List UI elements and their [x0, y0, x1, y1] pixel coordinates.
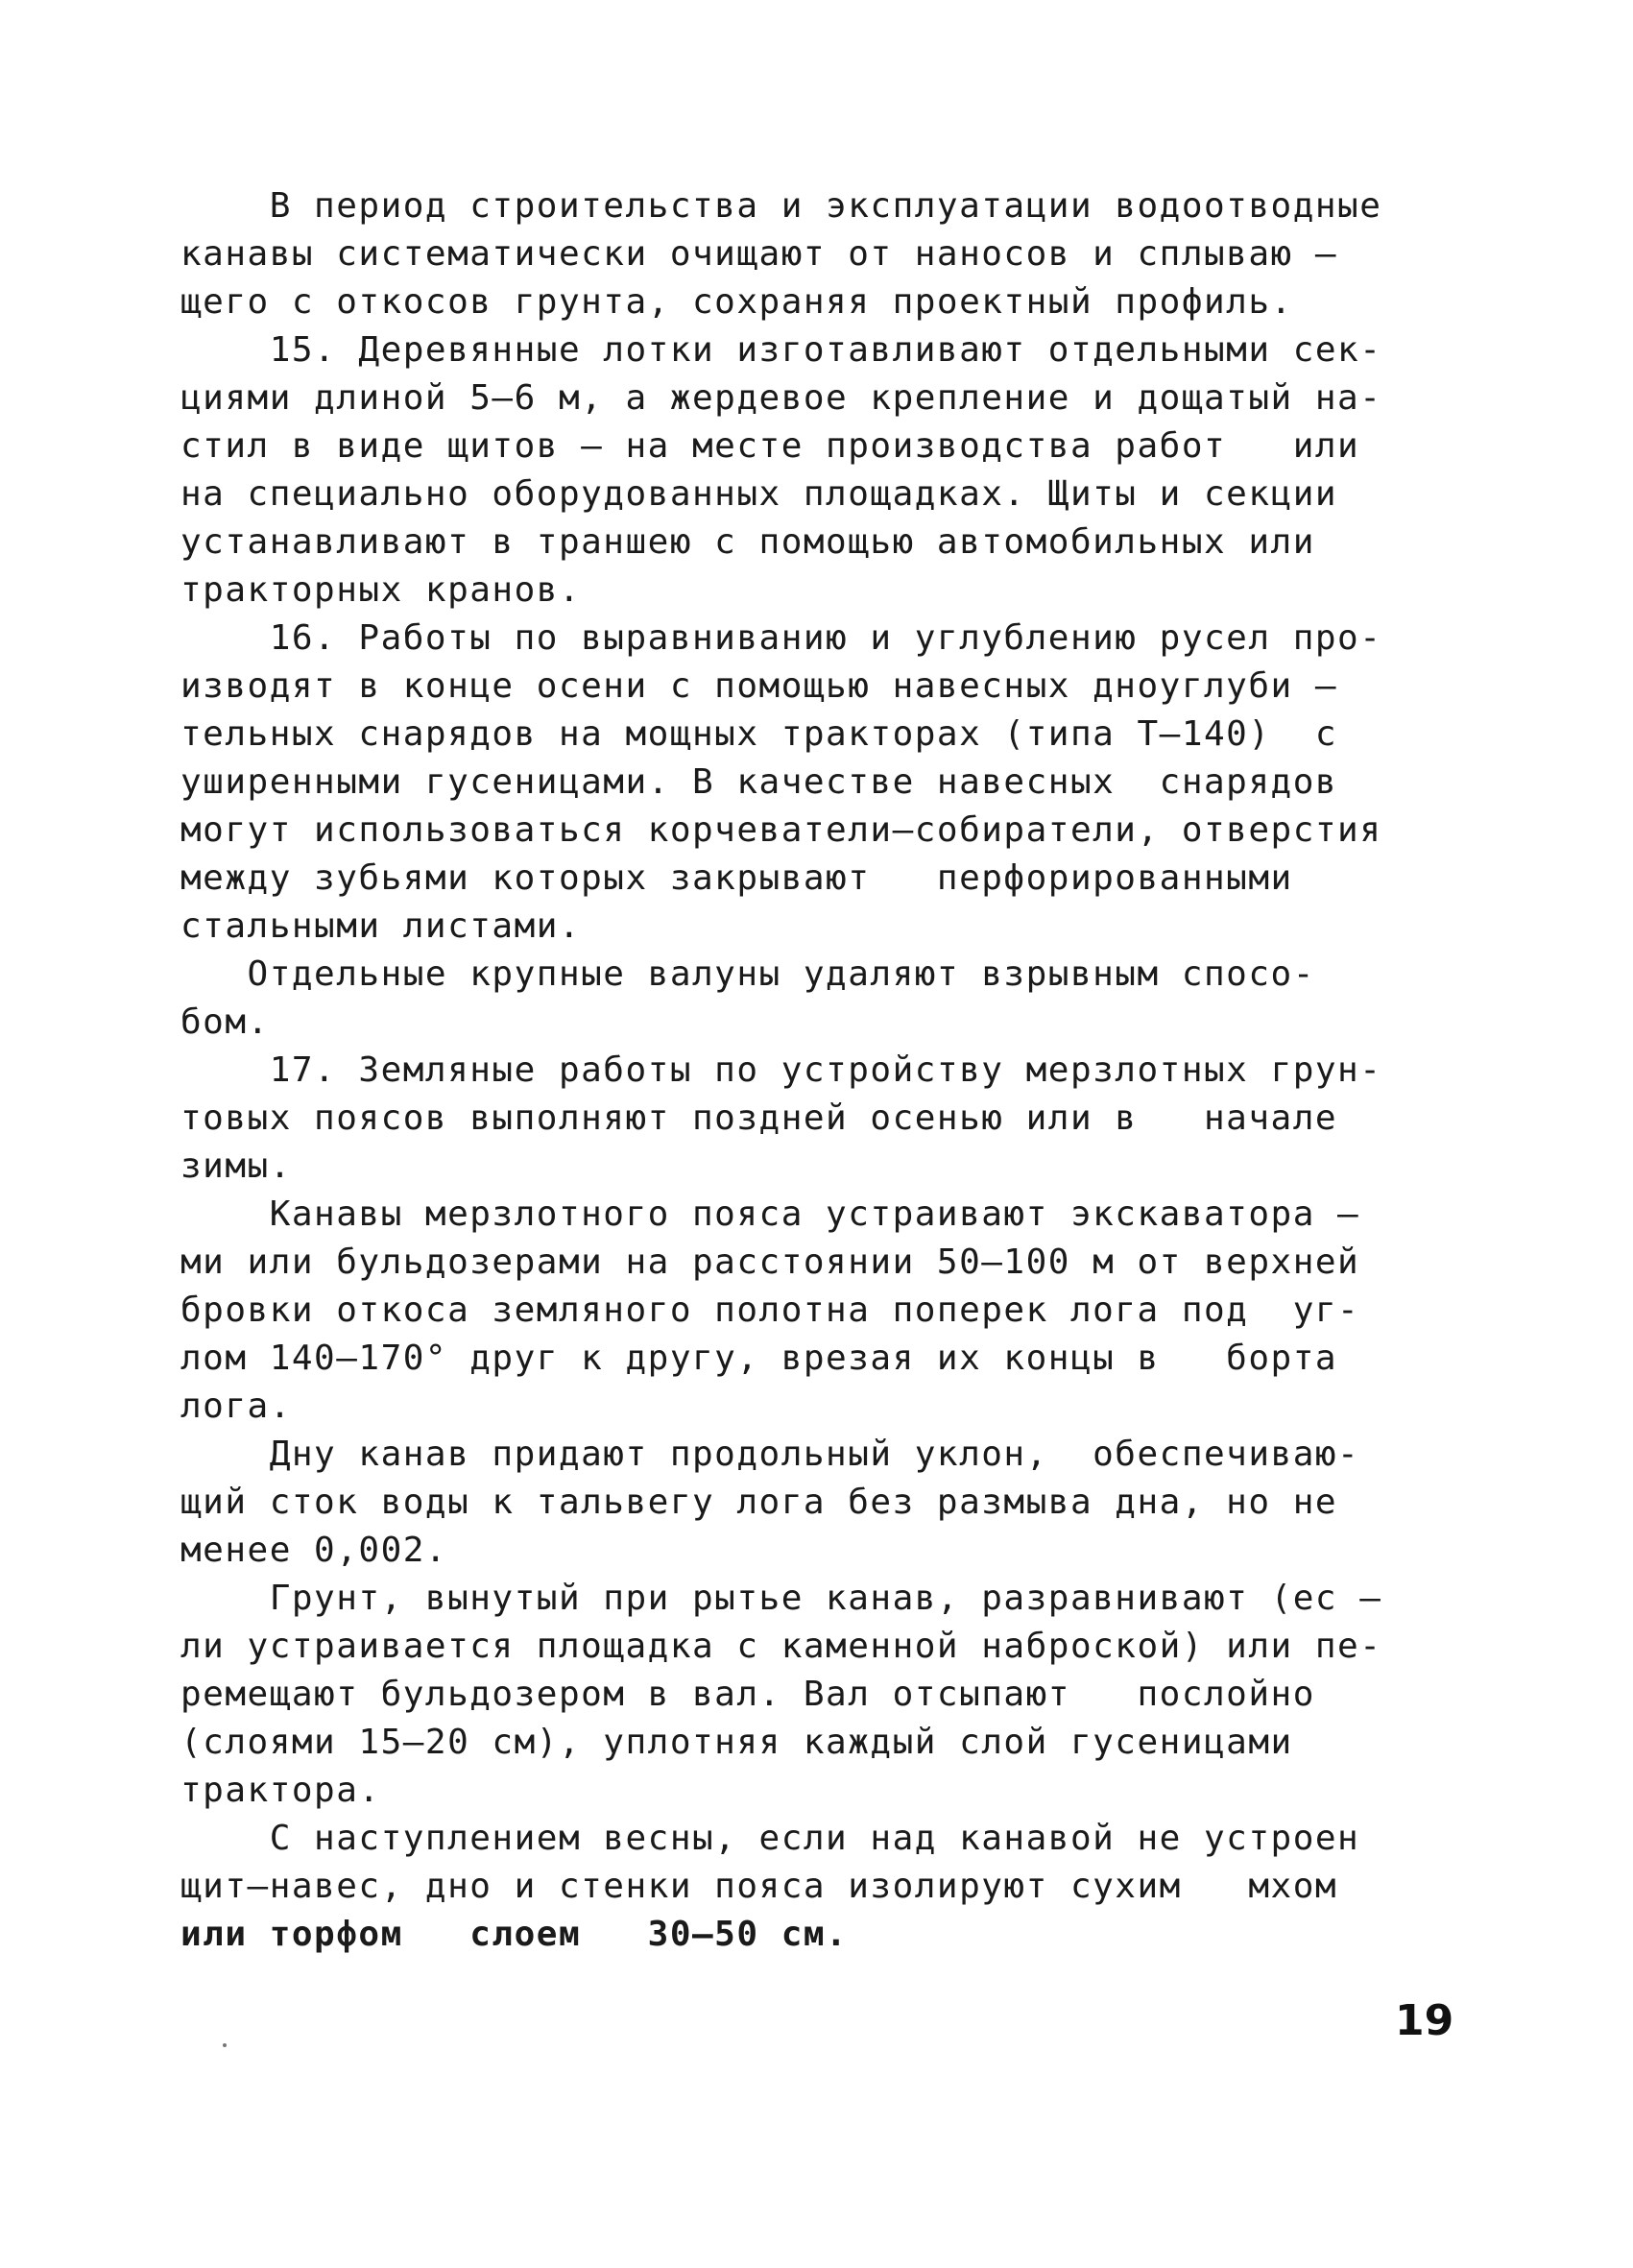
- text-line: Канавы мерзлотного пояса устраивают экскаватора –: [180, 1194, 1360, 1234]
- text-line: товых поясов выполняют поздней осенью или в начале: [180, 1098, 1338, 1138]
- text-line: Дну канав придают продольный уклон, обеспечиваю-: [180, 1435, 1360, 1474]
- text-line: на специально оборудованных площадках. Щиты и секции: [180, 474, 1338, 514]
- paragraph-boulders: [180, 951, 1467, 1047]
- text-line: ремещают бульдозером в вал. Вал отсыпают послойно: [180, 1675, 1315, 1714]
- text-line: щит–навес, дно и стенки пояса изолируют сухим мхом: [180, 1867, 1338, 1906]
- text-line: (слоями 15–20 см), уплотняя каждый слой гусеницами: [180, 1723, 1293, 1762]
- text-line: лога.: [180, 1387, 292, 1426]
- text-line: щий сток воды к тальвегу лога без размыва дна, но не: [180, 1483, 1338, 1522]
- paragraph-frost-belt-ditches: [180, 1191, 1467, 1431]
- text-line: 15. Деревянные лотки изготавливают отдельными сек-: [180, 330, 1382, 370]
- text-line: циями длиной 5–6 м, а жердевое крепление и дощатый на-: [180, 378, 1382, 418]
- page-number: 19: [1395, 1996, 1454, 2045]
- scan-speck: [223, 2043, 227, 2047]
- paragraph-excavated-soil: [180, 1575, 1467, 1815]
- text-line: изводят в конце осени с помощью навесных дноуглуби –: [180, 666, 1338, 706]
- text-line: стальными листами.: [180, 906, 582, 946]
- paragraph-item-17: [180, 1047, 1467, 1191]
- text-line: 17. Земляные работы по устройству мерзлотных грун-: [180, 1050, 1382, 1090]
- paragraph-item-16: [180, 615, 1467, 951]
- text-line: тракторных кранов.: [180, 570, 582, 610]
- text-line: С наступлением весны, если над канавой не устроен: [180, 1819, 1360, 1858]
- text-line: В период строительства и эксплуатации водоотводные: [180, 186, 1382, 226]
- text-line: 16. Работы по выравниванию и углублению русел про-: [180, 618, 1382, 658]
- text-line: уширенными гусеницами. В качестве навесных снарядов: [180, 762, 1338, 802]
- text-line: зимы.: [180, 1146, 292, 1186]
- text-line: между зубьями которых закрывают перфорированными: [180, 858, 1293, 898]
- text-line: щего с откосов грунта, сохраняя проектный профиль.: [180, 282, 1293, 322]
- text-line: бровки откоса земляного полотна поперек лога под уг-: [180, 1291, 1360, 1330]
- paragraph-drainage-maintenance: [180, 182, 1467, 326]
- text-line: ми или бульдозерами на расстоянии 50–100 м от верхней: [180, 1243, 1360, 1282]
- text-line: бом.: [180, 1002, 270, 1042]
- paragraph-ditch-slope: [180, 1431, 1467, 1575]
- text-line: менее 0,002.: [180, 1531, 448, 1570]
- paragraph-spring-insulation: [180, 1815, 1467, 1959]
- text-line: ли устраивается площадка с каменной наброской) или пе-: [180, 1627, 1382, 1666]
- text-line: стил в виде щитов – на месте производства работ или: [180, 426, 1360, 466]
- text-line: могут использоваться корчеватели–собиратели, отверстия: [180, 810, 1382, 850]
- text-line: Отдельные крупные валуны удаляют взрывным спосо-: [180, 954, 1315, 994]
- text-line: лом 140–170° друг к другу, врезая их концы в борта: [180, 1339, 1338, 1378]
- text-line: трактора.: [180, 1771, 381, 1810]
- text-line: канавы систематически очищают от наносов и сплываю –: [180, 234, 1338, 274]
- text-line: тельных снарядов на мощных тракторах (типа Т–140) с: [180, 714, 1338, 754]
- text-line: Грунт, вынутый при рытье канав, разравнивают (ес –: [180, 1579, 1382, 1618]
- text-line: устанавливают в траншею с помощью автомобильных или: [180, 522, 1315, 562]
- text-line: или торфом слоем 30–50 см.: [180, 1915, 849, 1954]
- paragraph-item-15: [180, 326, 1467, 615]
